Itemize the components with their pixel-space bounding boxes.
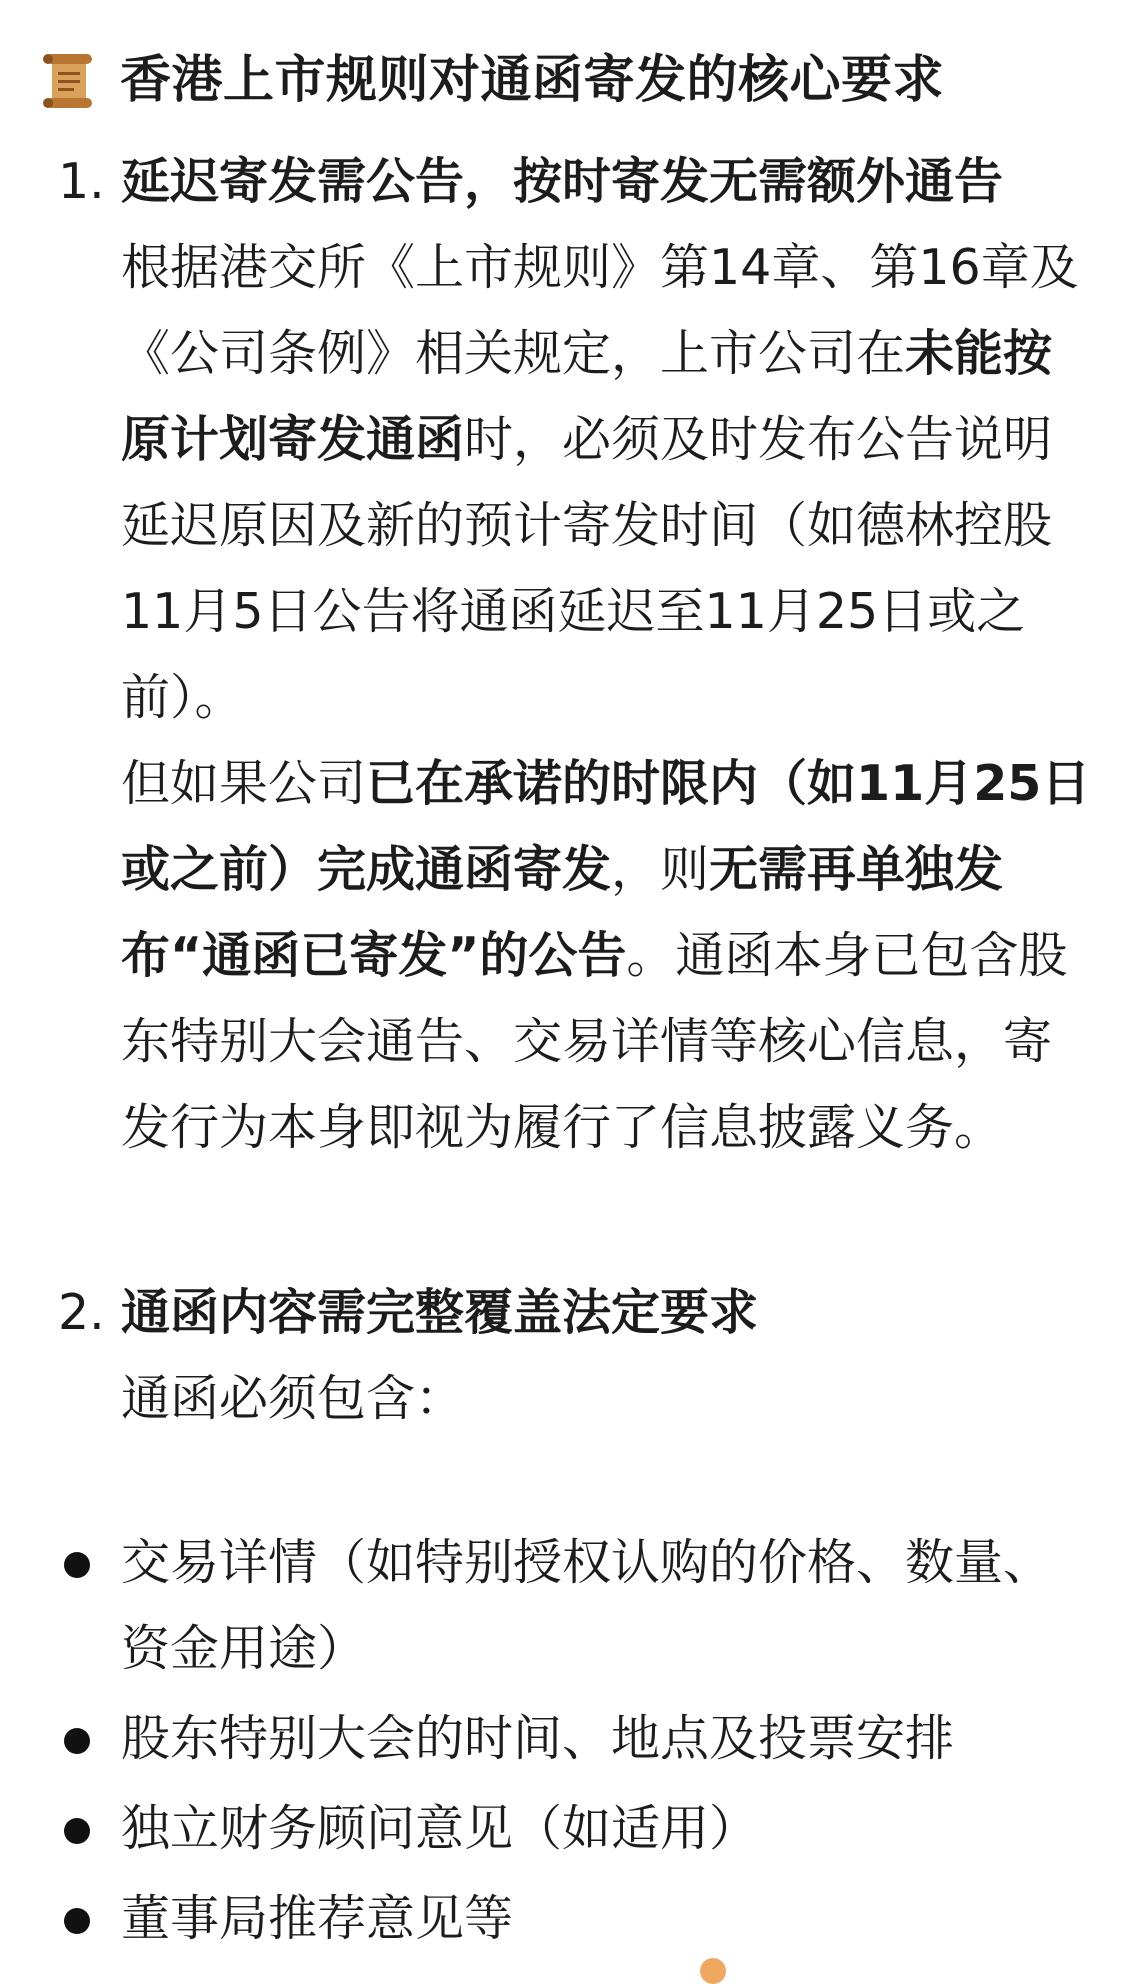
- section-2-body: [121, 1270, 1093, 1442]
- section-1-heading: 延迟寄发需公告，按时寄发无需额外通告: [121, 153, 1004, 210]
- text-run: 。通函本身已包含股东特别大会通告、交易详情等核心信息，寄发行为本身即视为履行了信息披露义务。: [121, 927, 1068, 1156]
- section-1-paragraph-1: [121, 225, 1093, 741]
- bullet-icon: [64, 1552, 90, 1578]
- list-item-text: 独立财务顾问意见（如适用）: [121, 1800, 759, 1857]
- section-2-intro: 通函必须包含：: [121, 1370, 465, 1427]
- bullet-icon: [64, 1818, 90, 1844]
- section-2-number: 2.: [58, 1284, 105, 1341]
- list-item: [58, 1696, 1098, 1782]
- text-run: ，则: [611, 841, 710, 898]
- list-item-text: 董事局推荐意见等: [121, 1890, 514, 1947]
- text-run: 时，必须及时发布公告说明延迟原因及新的预计寄发时间（如德林控股11月5日公告将通函延迟至11月25日或之前）。: [121, 411, 1053, 726]
- page-title: 香港上市规则对通函寄发的核心要求: [120, 51, 945, 110]
- section-1-body: [121, 139, 1093, 1171]
- list-item: [58, 1876, 1098, 1962]
- bold-text-run: 无需再单独发布“通函已寄发”的公告: [121, 841, 1004, 984]
- list-item: [58, 1786, 1098, 1872]
- header: [40, 48, 944, 114]
- scroll-icon: [40, 50, 98, 112]
- section-1-paragraph-2: [121, 741, 1093, 1171]
- requirements-list: [58, 1520, 1098, 1966]
- section-1: [58, 139, 1093, 1171]
- bold-text-run: 已在承诺的时限内（如11月25日或之前）完成通函寄发: [121, 755, 1091, 898]
- list-item-text: 股东特别大会的时间、地点及投票安排: [121, 1710, 955, 1767]
- text-run: 但如果公司: [121, 755, 367, 812]
- bullet-icon: [64, 1908, 90, 1934]
- section-2: [58, 1270, 1093, 1442]
- list-item-text: 交易详情（如特别授权认购的价格、数量、资金用途）: [121, 1534, 1053, 1677]
- text-run: 根据港交所《上市规则》第14章、第16章及《公司条例》相关规定，上市公司在: [121, 239, 1079, 382]
- decorative-dot: [700, 1958, 726, 1984]
- bold-text-run: 未能按原计划寄发通函: [121, 325, 1053, 468]
- section-2-heading: 通函内容需完整覆盖法定要求: [121, 1284, 759, 1341]
- list-item: [58, 1520, 1098, 1692]
- bullet-icon: [64, 1728, 90, 1754]
- section-1-number: 1.: [58, 153, 105, 210]
